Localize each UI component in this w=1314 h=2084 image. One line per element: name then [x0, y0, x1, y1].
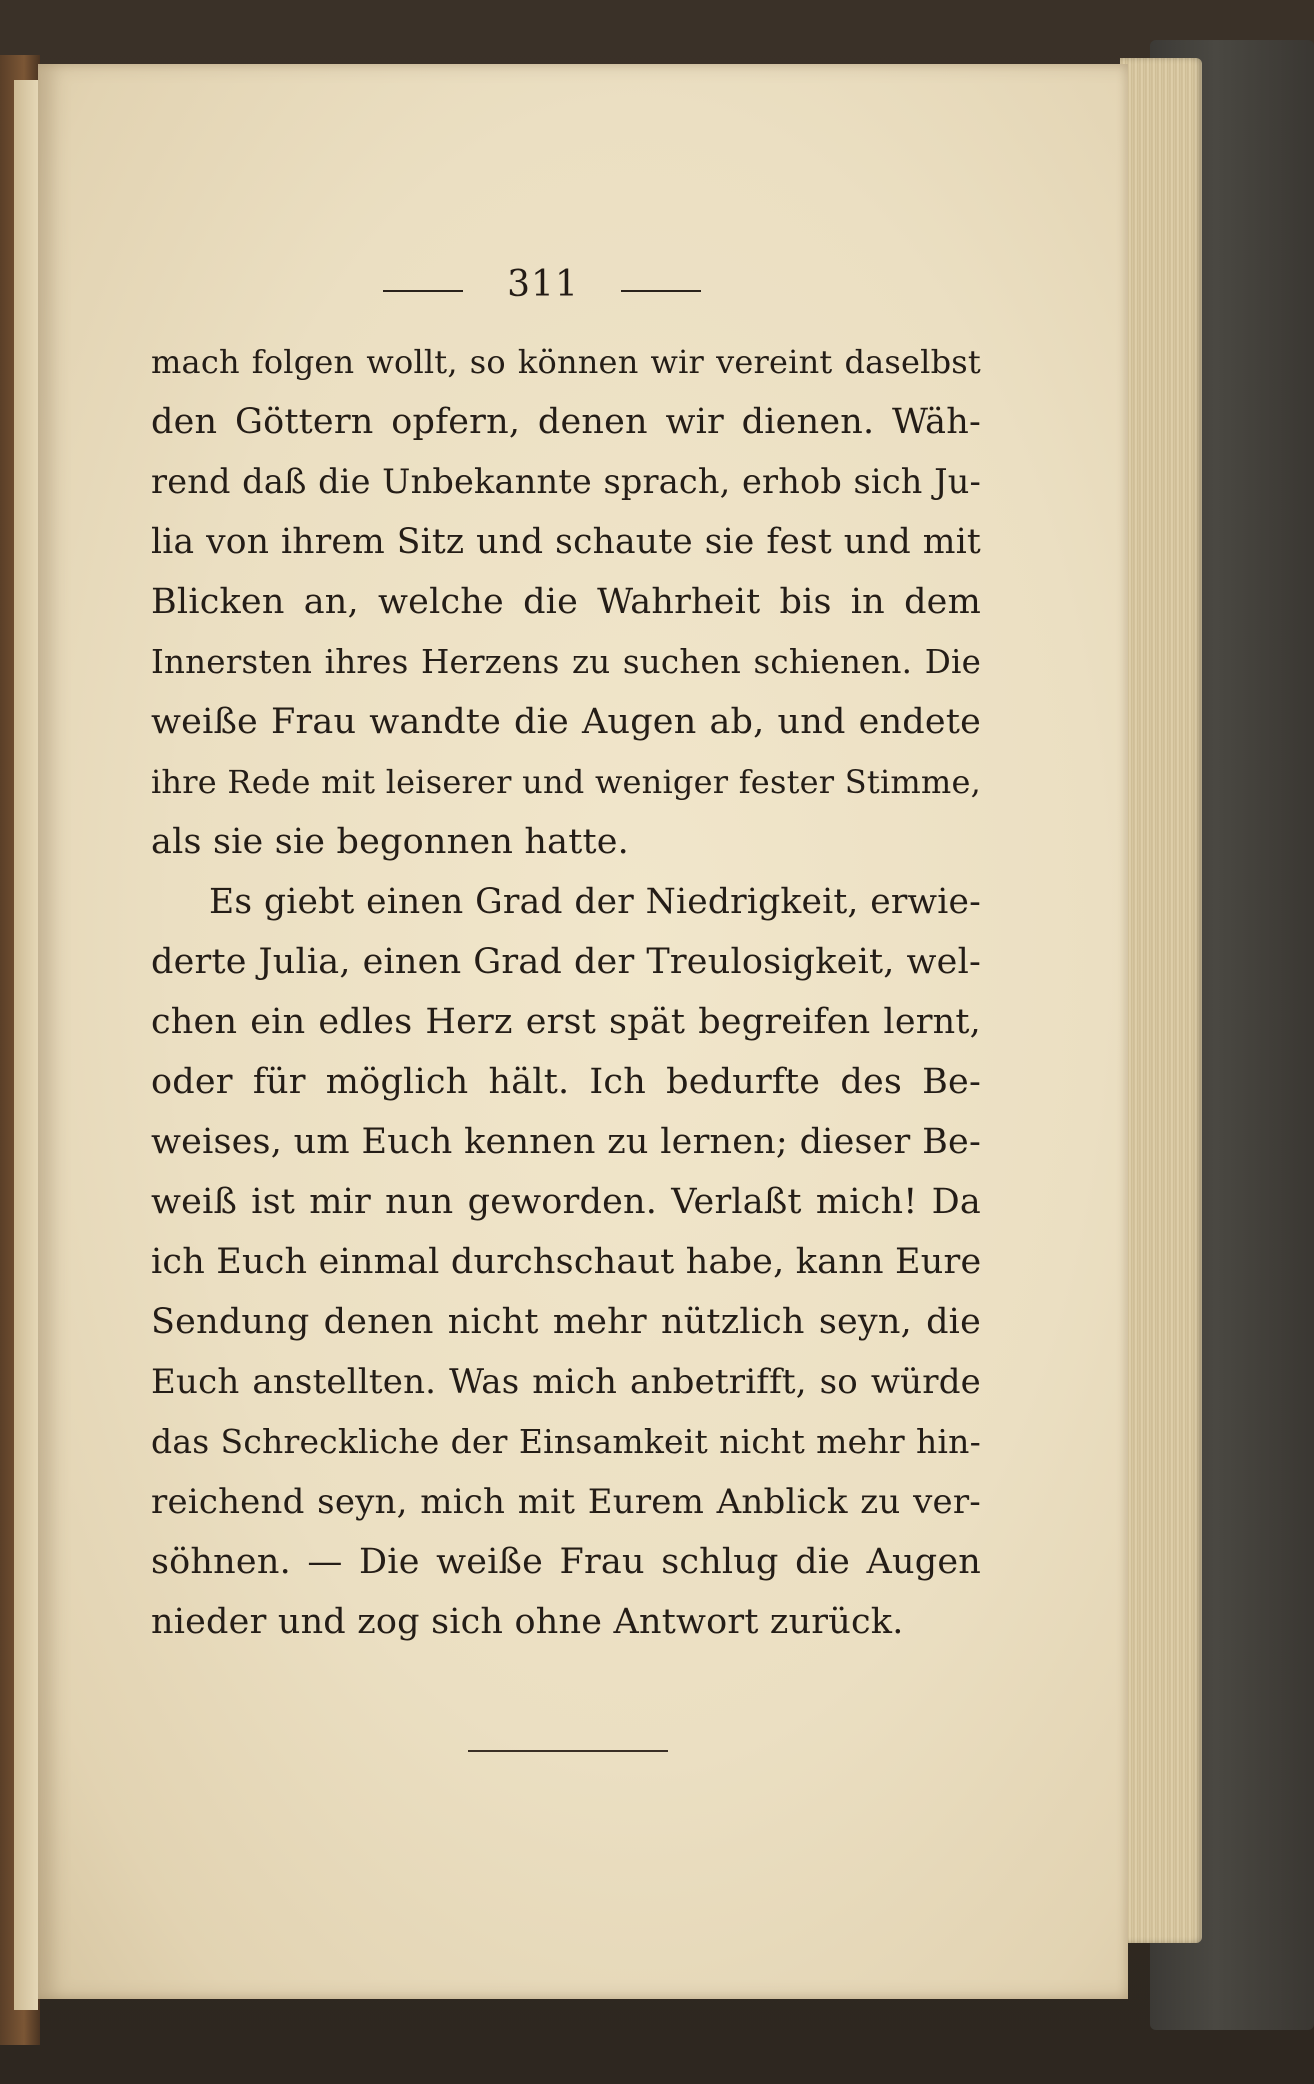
text-line: oder für möglich hält. Ich bedurfte des Be- [151, 1062, 981, 1102]
facing-page-edge [14, 80, 38, 2010]
page-edges [1120, 58, 1202, 1943]
text-line: ich Euch einmal durchschaut habe, kann Eure [151, 1242, 982, 1282]
end-rule [468, 1750, 668, 1752]
text-line: weiße Frau wandte die Augen ab, und endete [151, 702, 981, 742]
text-line: mach folgen wollt, so können wir vereint daselbst [151, 343, 981, 381]
text-line: Blicken an, welche die Wahrheit bis in dem [151, 582, 981, 622]
text-line: chen ein edles Herz erst spät begreifen lernt, [151, 1002, 981, 1042]
text-line: als sie sie begonnen hatte. [151, 822, 629, 862]
text-line: reichend seyn, mich mit Eurem Anblick zu ver- [151, 1482, 981, 1522]
header-rule-left [383, 290, 463, 292]
text-line: lia von ihrem Sitz und schaute sie fest und mit [151, 522, 981, 562]
body-text [151, 332, 981, 1652]
page-header [38, 264, 1128, 304]
text-line: Euch anstellten. Was mich anbetrifft, so würde [151, 1362, 981, 1402]
text-line: Innersten ihres Herzens zu suchen schienen. Die [151, 643, 981, 681]
text-line: weises, um Euch kennen zu lernen; dieser Be- [151, 1122, 981, 1162]
text-line: das Schreckliche der Einsamkeit nicht mehr hin- [151, 1422, 981, 1461]
text-line: derte Julia, einen Grad der Treulosigkeit, wel- [151, 942, 981, 982]
book-page [38, 64, 1128, 1999]
text-line: ihre Rede mit leiserer und weniger fester Stimme, [151, 763, 981, 801]
text-line: söhnen. — Die weiße Frau schlug die Augen [151, 1542, 981, 1582]
text-line: den Göttern opfern, denen wir dienen. Wäh- [151, 402, 981, 442]
text-line: nieder und zog sich ohne Antwort zurück. [151, 1602, 904, 1642]
text-line: weiß ist mir nun geworden. Verlaßt mich! Da [151, 1182, 981, 1222]
page-number: 311 [507, 264, 579, 305]
text-line: Sendung denen nicht mehr nützlich seyn, die [151, 1302, 981, 1342]
text-line: Es giebt einen Grad der Niedrigkeit, erwie- [209, 882, 981, 922]
header-rule-right [621, 290, 701, 292]
text-line: rend daß die Unbekannte sprach, erhob sich Ju- [151, 462, 981, 501]
